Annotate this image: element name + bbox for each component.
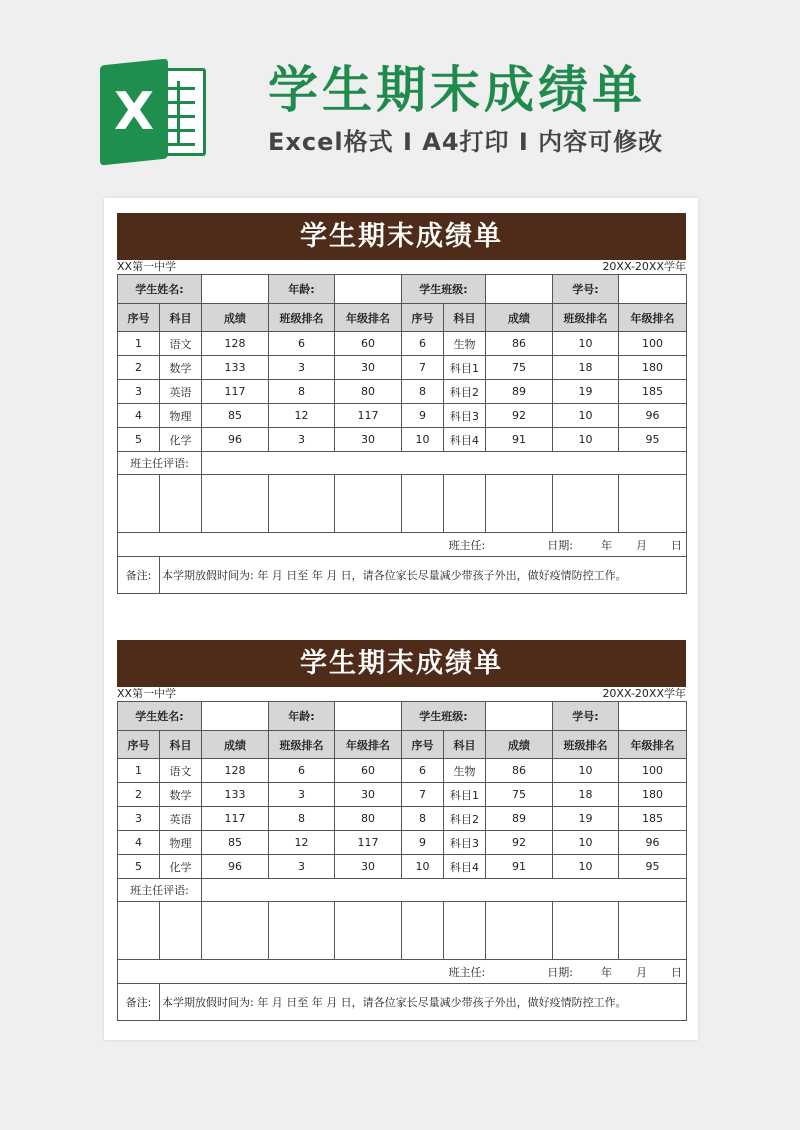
comment-row (118, 452, 687, 475)
cell[interactable]: 12 (269, 404, 335, 428)
table-row (118, 428, 687, 452)
blank-cell[interactable] (118, 902, 160, 960)
table-row (118, 807, 687, 831)
student-info-row (118, 275, 687, 304)
cell[interactable]: 3 (269, 855, 335, 879)
table-row (118, 332, 687, 356)
signature-row (118, 533, 687, 557)
school-name: XX第一中学 (117, 260, 177, 273)
cell[interactable]: 95 (619, 428, 687, 452)
student-name-cell[interactable] (202, 275, 269, 304)
blank-cell[interactable] (444, 475, 486, 533)
report-card-1 (117, 213, 686, 594)
date-month: 月 (636, 965, 647, 979)
col-header: 科目 (160, 304, 202, 332)
comment-row (118, 879, 687, 902)
cell[interactable]: 30 (335, 356, 402, 380)
school-year: 20XX-20XX学年 (602, 687, 686, 700)
cell[interactable]: 物理 (160, 404, 202, 428)
banner-subtitle: Excel格式 I A4打印 I 内容可修改 (268, 128, 664, 156)
school-name: XX第一中学 (117, 687, 177, 700)
table-row (118, 380, 687, 404)
cell[interactable]: 100 (619, 332, 687, 356)
cell[interactable]: 133 (202, 356, 269, 380)
cell[interactable]: 95 (619, 855, 687, 879)
banner-title: 学生期末成绩单 (268, 61, 646, 119)
cell[interactable]: 86 (486, 332, 553, 356)
blank-cell[interactable] (202, 475, 269, 533)
cell[interactable]: 化学 (160, 855, 202, 879)
blank-cell[interactable] (444, 902, 486, 960)
date-day: 日 (671, 965, 682, 979)
cell[interactable]: 128 (202, 332, 269, 356)
blank-cell[interactable] (402, 902, 444, 960)
col-header: 科目 (444, 304, 486, 332)
blank-cell[interactable] (160, 475, 202, 533)
teacher-label: 班主任: (448, 538, 486, 552)
cell[interactable]: 3 (269, 356, 335, 380)
cell[interactable]: 10 (553, 855, 619, 879)
cell[interactable]: 3 (118, 380, 160, 404)
cell[interactable]: 10 (553, 332, 619, 356)
cell[interactable]: 18 (553, 356, 619, 380)
cell[interactable]: 3 (269, 783, 335, 807)
blank-cell[interactable] (486, 475, 553, 533)
cell[interactable]: 133 (202, 783, 269, 807)
comment-label: 班主任评语: (118, 879, 202, 902)
cell[interactable]: 2 (118, 783, 160, 807)
teacher-label: 班主任: (448, 965, 486, 979)
table-row (118, 855, 687, 879)
class-label: 学生班级: (402, 702, 486, 731)
student-name-label: 学生姓名: (118, 702, 202, 731)
blank-cell[interactable] (202, 902, 269, 960)
cell[interactable]: 3 (269, 428, 335, 452)
cell[interactable]: 185 (619, 807, 687, 831)
blank-cell[interactable] (402, 475, 444, 533)
cell[interactable]: 80 (335, 380, 402, 404)
note-row (118, 557, 687, 594)
cell[interactable]: 89 (486, 380, 553, 404)
signature-cell[interactable] (118, 960, 687, 984)
cell[interactable]: 91 (486, 855, 553, 879)
cell[interactable]: 60 (335, 759, 402, 783)
blank-cell[interactable] (269, 902, 335, 960)
cell[interactable]: 86 (486, 759, 553, 783)
age-label: 年龄: (269, 275, 335, 304)
cell[interactable]: 科目1 (444, 783, 486, 807)
date-label: 日期: (547, 965, 573, 979)
cell[interactable]: 科目2 (444, 807, 486, 831)
col-header: 科目 (444, 731, 486, 759)
blank-cell[interactable] (486, 902, 553, 960)
cell[interactable]: 物理 (160, 831, 202, 855)
excel-logo-letter: X (113, 82, 155, 142)
note-text[interactable]: 本学期放假时间为: 年 月 日至 年 月 日，请各位家长尽量减少带孩子外出，做好疫情防控工作。 (160, 984, 687, 1021)
date-label: 日期: (547, 538, 573, 552)
report-title: 学生期末成绩单 (117, 640, 686, 687)
col-header: 年级排名 (335, 731, 402, 759)
cell[interactable]: 10 (553, 404, 619, 428)
cell[interactable]: 科目3 (444, 831, 486, 855)
cell[interactable]: 180 (619, 783, 687, 807)
cell[interactable]: 60 (335, 332, 402, 356)
banner (0, 0, 800, 190)
col-header: 班级排名 (553, 731, 619, 759)
class-cell[interactable] (486, 702, 553, 731)
cell[interactable]: 科目3 (444, 404, 486, 428)
cell[interactable]: 117 (335, 831, 402, 855)
col-header: 班级排名 (269, 731, 335, 759)
cell[interactable]: 30 (335, 783, 402, 807)
blank-cell[interactable] (160, 902, 202, 960)
student-id-cell[interactable] (619, 702, 687, 731)
cell[interactable]: 96 (202, 855, 269, 879)
col-header: 成绩 (202, 304, 269, 332)
cell[interactable]: 128 (202, 759, 269, 783)
cell[interactable]: 8 (402, 380, 444, 404)
cell[interactable]: 85 (202, 831, 269, 855)
col-header: 科目 (160, 731, 202, 759)
school-year: 20XX-20XX学年 (602, 260, 686, 273)
col-header: 年级排名 (335, 304, 402, 332)
cell[interactable]: 9 (402, 404, 444, 428)
blank-cell[interactable] (619, 475, 687, 533)
table-row (118, 831, 687, 855)
cell[interactable]: 12 (269, 831, 335, 855)
age-cell[interactable] (335, 275, 402, 304)
cell[interactable]: 8 (402, 807, 444, 831)
comment-blank-row (118, 475, 687, 533)
cell[interactable]: 91 (486, 428, 553, 452)
comment-cell[interactable] (202, 879, 687, 902)
date-day: 日 (671, 538, 682, 552)
comment-label: 班主任评语: (118, 452, 202, 475)
table-row (118, 404, 687, 428)
cell[interactable]: 5 (118, 428, 160, 452)
blank-cell[interactable] (553, 902, 619, 960)
cell[interactable]: 96 (619, 404, 687, 428)
column-header-row (118, 304, 687, 332)
cell[interactable]: 8 (269, 807, 335, 831)
student-name-label: 学生姓名: (118, 275, 202, 304)
cell[interactable]: 10 (402, 428, 444, 452)
blank-cell[interactable] (118, 475, 160, 533)
cell[interactable]: 6 (402, 759, 444, 783)
signature-row (118, 960, 687, 984)
cell[interactable]: 185 (619, 380, 687, 404)
report-card-2 (117, 640, 686, 1021)
cell[interactable]: 19 (553, 380, 619, 404)
cell[interactable]: 语文 (160, 332, 202, 356)
note-row (118, 984, 687, 1021)
cell[interactable]: 科目2 (444, 380, 486, 404)
blank-cell[interactable] (619, 902, 687, 960)
cell[interactable]: 7 (402, 783, 444, 807)
cell[interactable]: 30 (335, 855, 402, 879)
cell[interactable]: 8 (269, 380, 335, 404)
cell[interactable]: 4 (118, 831, 160, 855)
table-row (118, 783, 687, 807)
cell[interactable]: 3 (118, 807, 160, 831)
student-id-cell[interactable] (619, 275, 687, 304)
comment-blank-row (118, 902, 687, 960)
student-id-label: 学号: (553, 275, 619, 304)
cell[interactable]: 18 (553, 783, 619, 807)
grade-table (117, 701, 687, 1021)
cell[interactable]: 科目4 (444, 855, 486, 879)
cell[interactable]: 89 (486, 807, 553, 831)
cell[interactable]: 2 (118, 356, 160, 380)
date-year: 年 (601, 965, 612, 979)
note-label: 备注: (118, 984, 160, 1021)
col-header: 序号 (402, 731, 444, 759)
cell[interactable]: 80 (335, 807, 402, 831)
cell[interactable]: 75 (486, 783, 553, 807)
cell[interactable]: 7 (402, 356, 444, 380)
info-row (117, 260, 686, 274)
cell[interactable]: 96 (619, 831, 687, 855)
date-year: 年 (601, 538, 612, 552)
cell[interactable]: 19 (553, 807, 619, 831)
student-id-label: 学号: (553, 702, 619, 731)
col-header: 序号 (118, 304, 160, 332)
cell[interactable]: 5 (118, 855, 160, 879)
cell[interactable]: 100 (619, 759, 687, 783)
cell[interactable]: 30 (335, 428, 402, 452)
age-label: 年龄: (269, 702, 335, 731)
comment-cell[interactable] (202, 452, 687, 475)
cell[interactable]: 数学 (160, 783, 202, 807)
column-header-row (118, 731, 687, 759)
col-header: 序号 (402, 304, 444, 332)
table-row (118, 759, 687, 783)
cell[interactable]: 1 (118, 759, 160, 783)
excel-logo-icon (100, 62, 206, 162)
cell[interactable]: 英语 (160, 807, 202, 831)
info-row (117, 687, 686, 701)
cell[interactable]: 9 (402, 831, 444, 855)
cell[interactable]: 语文 (160, 759, 202, 783)
note-text[interactable]: 本学期放假时间为: 年 月 日至 年 月 日，请各位家长尽量减少带孩子外出，做好疫情防控工作。 (160, 557, 687, 594)
col-header: 年级排名 (619, 304, 687, 332)
col-header: 成绩 (486, 731, 553, 759)
cell[interactable]: 生物 (444, 332, 486, 356)
student-info-row (118, 702, 687, 731)
cell[interactable]: 10 (553, 428, 619, 452)
cell[interactable]: 6 (269, 332, 335, 356)
class-cell[interactable] (486, 275, 553, 304)
cell[interactable]: 117 (202, 380, 269, 404)
grade-table (117, 274, 687, 594)
cell[interactable]: 92 (486, 831, 553, 855)
col-header: 成绩 (486, 304, 553, 332)
cell[interactable]: 英语 (160, 380, 202, 404)
cell[interactable]: 85 (202, 404, 269, 428)
cell[interactable]: 10 (553, 831, 619, 855)
table-row (118, 356, 687, 380)
blank-cell[interactable] (269, 475, 335, 533)
cell[interactable]: 科目4 (444, 428, 486, 452)
age-cell[interactable] (335, 702, 402, 731)
class-label: 学生班级: (402, 275, 486, 304)
cell[interactable]: 6 (402, 332, 444, 356)
col-header: 班级排名 (553, 304, 619, 332)
report-title: 学生期末成绩单 (117, 213, 686, 260)
cell[interactable]: 10 (402, 855, 444, 879)
cell[interactable]: 96 (202, 428, 269, 452)
col-header: 序号 (118, 731, 160, 759)
cell[interactable]: 化学 (160, 428, 202, 452)
cell[interactable]: 92 (486, 404, 553, 428)
cell[interactable]: 6 (269, 759, 335, 783)
cell[interactable]: 117 (202, 807, 269, 831)
cell[interactable]: 4 (118, 404, 160, 428)
date-month: 月 (636, 538, 647, 552)
cell[interactable]: 生物 (444, 759, 486, 783)
signature-cell[interactable] (118, 533, 687, 557)
student-name-cell[interactable] (202, 702, 269, 731)
blank-cell[interactable] (335, 475, 402, 533)
col-header: 成绩 (202, 731, 269, 759)
cell[interactable]: 1 (118, 332, 160, 356)
cell[interactable]: 科目1 (444, 356, 486, 380)
col-header: 班级排名 (269, 304, 335, 332)
cell[interactable]: 117 (335, 404, 402, 428)
blank-cell[interactable] (553, 475, 619, 533)
cell[interactable]: 10 (553, 759, 619, 783)
note-label: 备注: (118, 557, 160, 594)
cell[interactable]: 180 (619, 356, 687, 380)
cell[interactable]: 数学 (160, 356, 202, 380)
cell[interactable]: 75 (486, 356, 553, 380)
blank-cell[interactable] (335, 902, 402, 960)
col-header: 年级排名 (619, 731, 687, 759)
